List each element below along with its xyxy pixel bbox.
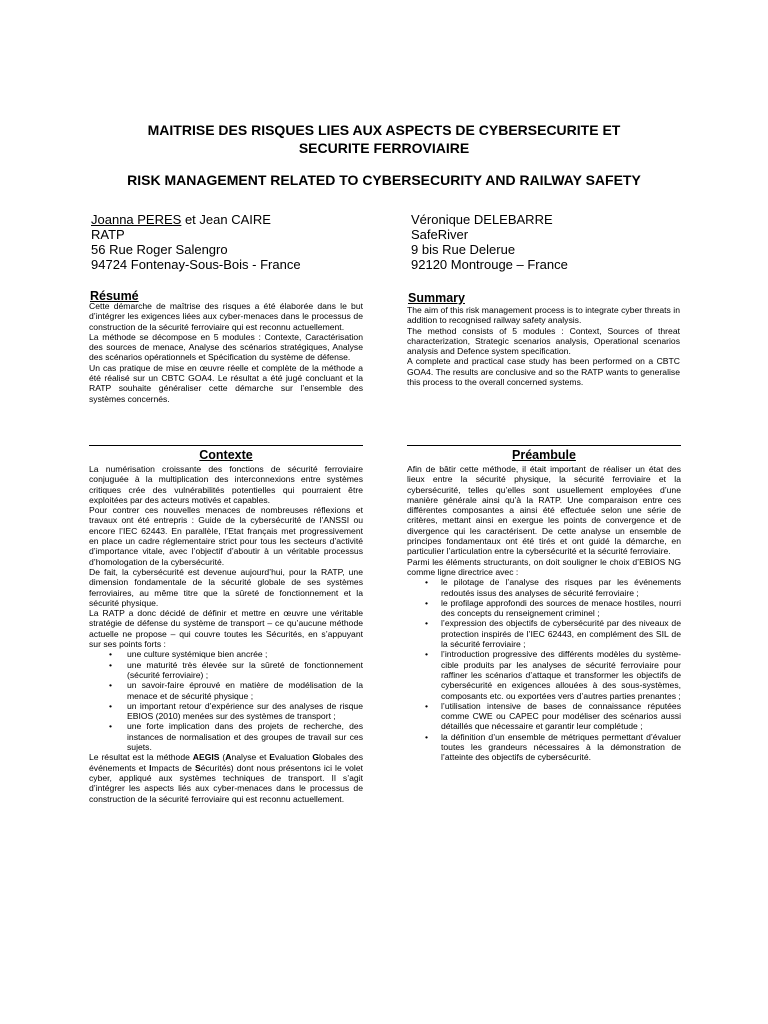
contexte-paragraph: La RATP a donc décidé de définir et mettre en œuvre une véritable stratégie de défense du système de transport – ce qu’aucune méthode actuelle ne propose – qui couvre toutes les Sécurités, en s’appuyant sur ses points forts : — [89, 608, 363, 650]
method-acronym: AEGIS — [192, 752, 220, 763]
summary-paragraph: The method consists of 5 modules : Context, Sources of threat characterization, Strategic scenarios analysis, Operational scenarios analysis and Defence system specification. — [407, 325, 680, 357]
resume-heading: Résumé — [90, 289, 139, 303]
summary-paragraph: A complete and practical case study has been performed on a CBTC GOA4. The results are conclusive and so the RATP wants to generalise this process to the overall concerned systems. — [407, 356, 680, 388]
list-item: • un important retour d’expérience sur des analyses de risque EBIOS (2010) menées sur des systèmes de transport ; — [89, 701, 363, 722]
summary-paragraph: The aim of this risk management process is to integrate cyber threats in addition to recognised railway safety analysis. — [407, 305, 680, 326]
author-name: Jean CAIRE — [199, 212, 271, 227]
text-run: ( — [219, 752, 226, 763]
text-run: lobales des événements et — [89, 752, 363, 773]
text-run: Le résultat est la méthode — [89, 752, 193, 763]
list-item: • une forte implication dans des projets de recherche, des instances de normalisation et des groupes de travail sur ces sujets. — [89, 721, 363, 752]
summary-heading: Summary — [408, 291, 465, 305]
text-run: écurités) dont nous présentons ici le volet cyber, appliqué aux systèmes techniques de transport. Il s’agit d’intégrer les aspects liés aux cyber-menaces dans le processus de construction de la sécurité ferroviaire qui est reconnu actuellement. — [89, 762, 363, 804]
preambule-paragraph: Parmi les éléments structurants, on doit souligner le choix d’EBIOS NG comme ligne directrice avec : — [407, 556, 681, 577]
text-run: valuation — [275, 752, 313, 763]
contexte-paragraph: La numérisation croissante des fonctions de sécurité ferroviaire conjuguée à la multiplication des interconnexions entre systèmes critiques crée des vulnérabilités potentielles qui pourraient être exploitées par des acteurs motivés et capables. — [89, 464, 363, 505]
contexte-paragraph — [89, 752, 363, 803]
acronym-letter: S — [194, 762, 201, 773]
contexte-heading: Contexte — [199, 448, 253, 462]
preambule-bullet-list — [407, 577, 681, 762]
author-city: 92120 Montrouge – France — [411, 257, 568, 272]
acronym-letter: A — [225, 752, 232, 763]
author-city: 94724 Fontenay-Sous-Bois - France — [91, 257, 301, 272]
contexte-paragraph: De fait, la cybersécurité est devenue aujourd’hui, pour la RATP, une dimension fondamentale de la sécurité globale de ses systèmes ferroviaires, au même titre que la sûreté de fonctionnement et la sécurité physique. — [89, 566, 363, 608]
author-organization: SafeRiver — [411, 227, 469, 242]
section-divider — [407, 445, 681, 446]
author-name: Véronique DELEBARRE — [411, 212, 553, 227]
acronym-letter: I — [149, 762, 152, 773]
resume-paragraph: Un cas pratique de mise en œuvre réelle et complète de la méthode a été réalisé sur un CBTC GOA4. Le résultat a été jugé concluant et la RATP souhaite généraliser cette démarche sur l’ensemble des systèmes concernés. — [89, 362, 363, 404]
text-run: mpacts de — [151, 762, 195, 773]
list-item: • le profilage approfondi des sources de menace hostiles, nourri des concepts du renseignement criminel ; — [407, 598, 681, 619]
author-address: 56 Rue Roger Salengro — [91, 242, 228, 257]
resume-body — [89, 301, 363, 404]
preambule-heading: Préambule — [512, 448, 576, 462]
resume-paragraph: Cette démarche de maîtrise des risques a été élaborée dans le but d’intégrer les exigences liées aux cyber-menaces dans le processus de construction de la sécurité ferroviaire qui est reconnu actuellement. — [89, 301, 363, 332]
author-organization: RATP — [91, 227, 125, 242]
list-item: • l’utilisation intensive de bases de connaissance réputées comme CWE ou CAPEC pour modéliser des scénarios aussi détaillés que nécessaire et garantir leur complétude ; — [407, 701, 681, 732]
author-names — [91, 212, 301, 227]
summary-body — [407, 305, 680, 387]
paper-title-english: RISK MANAGEMENT RELATED TO CYBERSECURITY AND RAILWAY SAFETY — [127, 172, 641, 188]
list-item: • un savoir-faire éprouvé en matière de modélisation de la menace et de sécurité physique ; — [89, 680, 363, 701]
resume-paragraph: La méthode se décompose en 5 modules : Contexte, Caractérisation des sources de menace, Analyse des scénarios stratégiques, Analyse des scénarios opérationnels et Spécification du système de défense. — [89, 331, 363, 363]
contexte-body — [89, 464, 363, 804]
section-divider — [89, 445, 363, 446]
list-item: • l’introduction progressive des différents modèles du système-cible produits par les analyses de sécurité ferroviaire pour raffiner les scénarios d’attaque et transformer les objectifs de cybersécurité en exigences allouées à des sous-systèmes, composants etc. ou exportées vers d’autres parties prenantes ; — [407, 649, 681, 700]
paper-title-french — [0, 121, 768, 157]
title-fr-line-1: MAITRISE DES RISQUES LIES AUX ASPECTS DE CYBERSECURITE ET — [147, 122, 621, 138]
preambule-paragraph: Afin de bâtir cette méthode, il était important de réaliser un état des lieux entre la sécurité physique, la sécurité ferroviaire et la cybersécurité, telles qu’elles sont usuellement employées d’une manière générale ainsi qu’à la RATP. Une comparaison entre ces différentes composantes a ainsi été effectuée selon une série de critères, mettant ainsi en exergue les points de convergence et de divergence qui les caractérisent. De cette analyse un ensemble de principes fondamentaux ont été tirés et ont guidé la démarche, en particulier l’articulation entre la cybersécurité et la sécurité ferroviaire. — [407, 464, 681, 557]
list-item: • une maturité très élevée sur la sûreté de fonctionnement (sécurité ferroviaire) ; — [89, 660, 363, 681]
authors-block-left — [91, 212, 301, 272]
contexte-paragraph: Pour contrer ces nouvelles menaces de nombreuses réflexions et travaux ont été entrepris : Guide de la cybersécurité de l’ANSSI ou encore l’IEC 62443. En parallèle, l’Etat français met progressivement en place un cadre réglementaire strict pour tous les secteurs d’activité d’importance vitale, avec l’objectif d’aboutir à un véritable processus d’homologation de la cybersécurité. — [89, 505, 363, 567]
list-item: • la définition d’un ensemble de métriques permettant d’évaluer toutes les grandeurs nécessaires à la démonstration de l’atteinte des objectifs de cybersécurité. — [407, 732, 681, 763]
author-conjunction: et — [181, 212, 200, 227]
title-fr-line-2: SECURITE FERROVIAIRE — [298, 140, 470, 156]
acronym-letter: G — [312, 752, 320, 763]
list-item: • l’expression des objectifs de cybersécurité par des niveaux de protection inspirés de l’IEC 62443, en complément des SIL de la sécurité ferroviaire ; — [407, 618, 681, 649]
list-item: • le pilotage de l’analyse des risques par les événements redoutés issus des analyses de sécurité ferroviaire ; — [407, 577, 681, 598]
acronym-letter: E — [269, 752, 276, 763]
contexte-bullet-list — [89, 649, 363, 752]
preambule-body — [407, 464, 681, 763]
text-run: nalyse et — [231, 752, 270, 763]
author-name-presenting: Joanna PERES — [91, 212, 182, 227]
author-address: 9 bis Rue Delerue — [411, 242, 516, 257]
list-item: • une culture systémique bien ancrée ; — [89, 649, 363, 659]
authors-block-right — [411, 212, 568, 272]
